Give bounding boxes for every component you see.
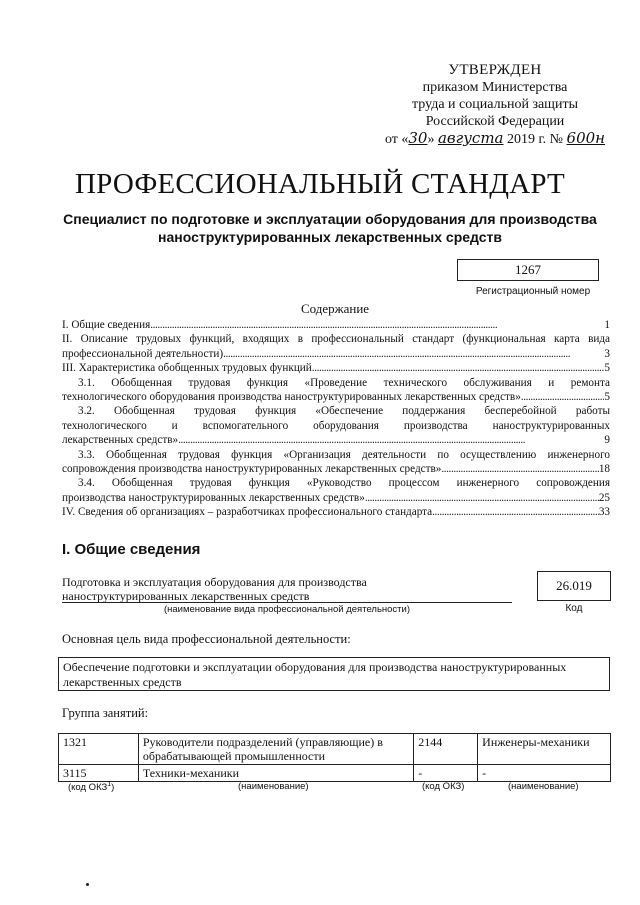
table-cell: Руководители подразделений (управляющие) в обрабатывающей промышленности xyxy=(138,734,413,765)
name-caption-2: (наименование) xyxy=(508,781,579,792)
toc-item-line[interactable]: 3.2. Обобщенная трудовая функция «Обеспечение поддержания бесперебойной работы xyxy=(78,405,610,418)
okz-code-caption: (код ОКЗ$^1$) xyxy=(68,781,115,794)
approval-number: 600н xyxy=(566,129,606,147)
toc-item-line[interactable]: 3.3. Обобщенная трудовая функция «Организация деятельности по осуществлению инженерного xyxy=(78,448,610,461)
table-cell: - xyxy=(478,765,611,782)
table-cell: - xyxy=(414,765,478,782)
toc-item[interactable]: III. Характеристика обобщенных трудовых функций . . . 5 xyxy=(62,361,610,375)
toc-item[interactable]: IV. Сведения об организациях – разработчиках профессионального стандарта . . . 33 xyxy=(62,505,610,519)
registration-number-box: 1267 xyxy=(457,259,599,281)
toc-title: Содержание xyxy=(300,301,370,316)
toc-item-line[interactable]: 3.1. Обобщенная трудовая функция «Проведение технического обслуживания и ремонта xyxy=(78,376,610,389)
activity-kind: Подготовка и эксплуатация оборудования для производства наноструктурированных лекарственных средств xyxy=(62,575,367,603)
toc-item[interactable]: технологического оборудования производства наноструктурированных лекарственных средств» . . . 5 xyxy=(62,390,610,404)
approval-line-1: приказом Министерства xyxy=(422,80,568,95)
approval-block xyxy=(375,62,615,148)
activity-code-caption: Код xyxy=(565,603,583,614)
activity-kind-caption: (наименование вида профессиональной деятельности) xyxy=(163,604,411,615)
approval-line-3: Российской Федерации xyxy=(425,114,565,129)
table-cell: 2144 xyxy=(414,734,478,765)
table-cell: 3115 xyxy=(59,765,139,782)
goal-label: Основная цель вида профессиональной деятельности: xyxy=(62,632,351,646)
toc-item[interactable]: лекарственных средств» . . . 9 xyxy=(62,433,610,447)
approval-heading: УТВЕРЖДЕН xyxy=(448,62,542,78)
table-row xyxy=(59,765,611,782)
toc-item-line[interactable]: технологического и вспомогательного оборудования производства наноструктурированных xyxy=(62,419,610,432)
registration-caption: Регистрационный номер xyxy=(475,286,591,297)
occupation-group-table xyxy=(58,733,611,782)
toc-item-line[interactable]: 3.4. Обобщенная трудовая функция «Руководство процессом инженерного сопровождения xyxy=(78,477,610,490)
toc-item[interactable]: I. Общие сведения . . . 1 xyxy=(62,318,610,332)
activity-code-box: 26.019 xyxy=(537,571,611,601)
document-title: ПРОФЕССИОНАЛЬНЫЙ СТАНДАРТ xyxy=(75,168,565,200)
document-subtitle: Специалист по подготовке и эксплуатации оборудования для производства наноструктурированных лекарственных средств xyxy=(63,211,597,245)
goal-box: Обеспечение подготовки и эксплуатации оборудования для производства наноструктурированных лекарственных средств xyxy=(58,657,610,691)
table-of-contents xyxy=(62,318,610,520)
approval-date: от «30» августа 2019 г. № 600н xyxy=(384,129,606,147)
table-cell: Инженеры-механики xyxy=(478,734,611,765)
approval-line-2: труда и социальной защиты xyxy=(412,97,578,112)
toc-item[interactable]: производства наноструктурированных лекарственных средств» . . . 25 xyxy=(62,491,610,505)
group-label: Группа занятий: xyxy=(62,706,149,720)
toc-item-line[interactable]: II. Описание трудовых функций, входящих в профессиональный стандарт (функциональная карта вида xyxy=(62,333,610,346)
table-cell: 1321 xyxy=(59,734,139,765)
stray-mark xyxy=(86,883,89,886)
toc-item[interactable]: профессиональной деятельности) . . . 3 xyxy=(62,347,610,361)
okz-code-caption-2: (код ОКЗ) xyxy=(422,781,465,792)
approval-day: 30 xyxy=(408,129,428,147)
table-cell: Техники-механики xyxy=(138,765,413,782)
toc-item[interactable]: сопровождения производства наноструктурированных лекарственных средств» . . . 18 xyxy=(62,462,610,476)
name-caption: (наименование) xyxy=(238,781,309,792)
approval-month: августа xyxy=(437,129,504,147)
section-heading: I. Общие сведения xyxy=(62,541,201,558)
activity-kind-underline xyxy=(62,602,512,603)
table-row xyxy=(59,734,611,765)
